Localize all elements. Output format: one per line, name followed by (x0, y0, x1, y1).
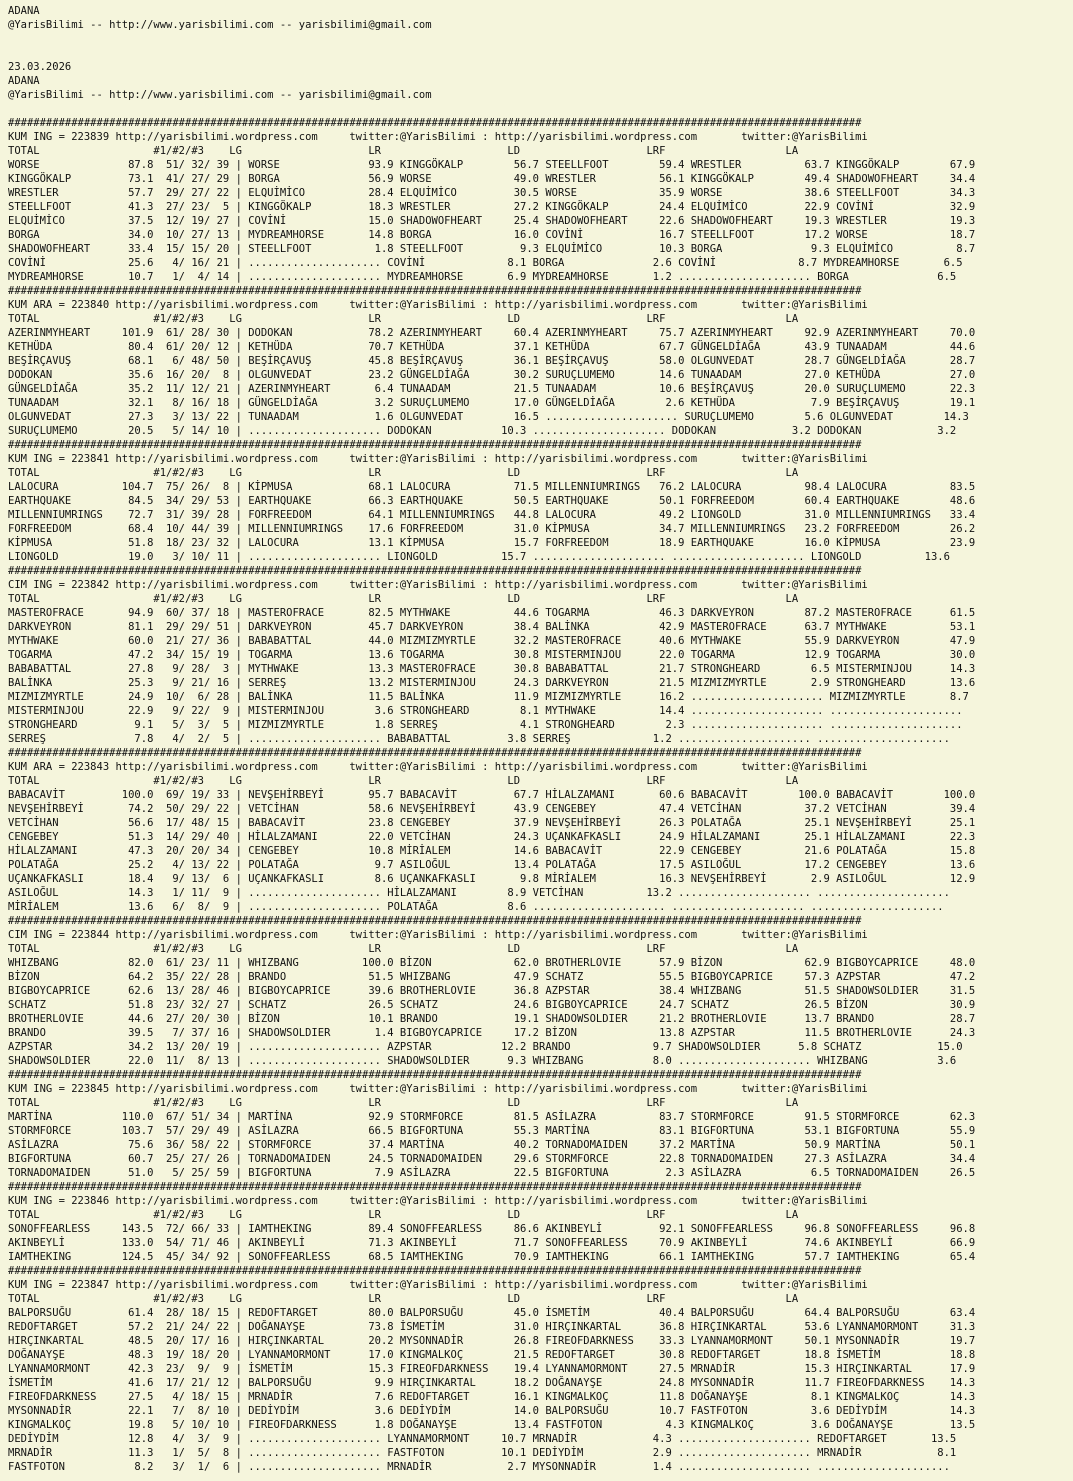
separator-line: ####################################################################################################################################### (8, 747, 862, 759)
horse-row: BRANDO 39.5 7/ 37/ 16 | SHADOWSOLDIER 1.4 BIGBOYCAPRICE 17.2 BİZON 13.8 AZPSTAR 11.5 BROTHERLOVIE 24.3 (8, 1027, 976, 1039)
column-header: TOTAL #1/#2/#3 LG LR LD LRF LA (8, 943, 799, 955)
horse-row: ELQUİMİCO 37.5 12/ 19/ 27 | COVİNİ 15.0 SHADOWOFHEART 25.4 SHADOWOFHEART 22.6 SHADOWOFHEART 19.3 WRESTLER 19.3 (8, 215, 976, 227)
horse-row: TOGARMA 47.2 34/ 15/ 19 | TOGARMA 13.6 TOGARMA 30.8 MISTERMINJOU 22.0 TOGARMA 12.9 TOGARMA 30.0 (8, 649, 976, 661)
horse-row: MYTHWAKE 60.0 21/ 27/ 36 | BABABATTAL 44.0 MIZMIZMYRTLE 32.2 MASTEROFRACE 40.6 MYTHWAKE 55.9 DARKVEYRON 47.9 (8, 635, 976, 647)
horse-row: BALİNKA 25.3 9/ 21/ 16 | SERREŞ 13.2 MISTERMINJOU 24.3 DARKVEYRON 21.5 MIZMIZMYRTLE 2.9 STRONGHEARD 13.6 (8, 677, 976, 689)
race-title: CIM ING = 223842 http://yarisbilimi.wordpress.com twitter:@YarisBilimi : http://yarisbilimi.wordpress.com twitter:@YarisBilimi (8, 579, 868, 591)
horse-row: BABACAVİT 100.0 69/ 19/ 33 | NEVŞEHİRBEYİ 95.7 BABACAVİT 67.7 HİLALZAMANI 60.6 BABACAVİT 100.0 BABACAVİT 100.0 (8, 789, 976, 801)
race-block (8, 438, 1073, 564)
separator-line: ####################################################################################################################################### (8, 915, 862, 927)
horse-row: DARKVEYRON 81.1 29/ 29/ 51 | DARKVEYRON 45.7 DARKVEYRON 38.4 BALİNKA 42.9 MASTEROFRACE 63.7 MYTHWAKE 53.1 (8, 621, 976, 633)
horse-row: SHADOWOFHEART 33.4 15/ 15/ 20 | STEELLFOOT 1.8 STEELLFOOT 9.3 ELQUİMİCO 10.3 BORGA 9.3 ELQUİMİCO 8.7 (8, 243, 976, 255)
horse-row: KİPMUSA 51.8 18/ 23/ 32 | LALOCURA 13.1 KİPMUSA 15.7 FORFREEDOM 18.9 EARTHQUAKE 16.0 KİPMUSA 23.9 (8, 537, 976, 549)
horse-row: MASTEROFRACE 94.9 60/ 37/ 18 | MASTEROFRACE 82.5 MYTHWAKE 44.6 TOGARMA 46.3 DARKVEYRON 87.2 MASTEROFRACE 61.5 (8, 607, 976, 619)
horse-row: MARTİNA 110.0 67/ 51/ 34 | MARTİNA 92.9 STORMFORCE 81.5 ASİLAZRA 83.7 STORMFORCE 91.5 STORMFORCE 62.3 (8, 1111, 976, 1123)
race-title: KUM ING = 223841 http://yarisbilimi.wordpress.com twitter:@YarisBilimi : http://yarisbilimi.wordpress.com twitter:@YarisBilimi (8, 453, 868, 465)
horse-row: WORSE 87.8 51/ 32/ 39 | WORSE 93.9 KINGGÖKALP 56.7 STEELLFOOT 59.4 WRESTLER 63.7 KINGGÖKALP 67.9 (8, 159, 976, 171)
horse-row: SERREŞ 7.8 4/ 2/ 5 | ..................... BABABATTAL 3.8 SERREŞ 1.2 ..................... ..................... (8, 733, 950, 745)
separator-line: ####################################################################################################################################### (8, 1265, 862, 1277)
race-title: KUM ING = 223846 http://yarisbilimi.wordpress.com twitter:@YarisBilimi : http://yarisbilimi.wordpress.com twitter:@YarisBilimi (8, 1195, 868, 1207)
horse-row: DODOKAN 35.6 16/ 20/ 8 | OLGUNVEDAT 23.2 GÜNGELDİAĞA 30.2 SURUÇLUMEMO 14.6 TUNAADAM 27.0 KETHÜDA 27.0 (8, 369, 976, 381)
horse-row: KINGGÖKALP 73.1 41/ 27/ 29 | BORGA 56.9 WORSE 49.0 WRESTLER 56.1 KINGGÖKALP 49.4 SHADOWOFHEART 34.4 (8, 173, 976, 185)
spacer (8, 102, 1073, 116)
horse-row: WRESTLER 57.7 29/ 27/ 22 | ELQUİMİCO 28.4 ELQUİMİCO 30.5 WORSE 35.9 WORSE 38.6 STEELLFOOT 34.3 (8, 187, 976, 199)
horse-row: COVİNİ 25.6 4/ 16/ 21 | ..................... COVİNİ 8.1 BORGA 2.6 COVİNİ 8.7 MYDREAMHORSE 6.5 (8, 257, 963, 269)
race-block (8, 1068, 1073, 1180)
horse-row: BALPORSUĞU 61.4 28/ 18/ 15 | REDOFTARGET 80.0 BALPORSUĞU 45.0 İSMETİM 40.4 BALPORSUĞU 64.4 BALPORSUĞU 63.4 (8, 1307, 976, 1319)
horse-row: HIRÇINKARTAL 48.5 20/ 17/ 16 | HIRÇINKARTAL 20.2 MYSONNADİR 26.8 FIREOFDARKNESS 33.3 LYANNAMORMONT 50.1 MYSONNADİR 19.7 (8, 1335, 976, 1347)
horse-row: VETCİHAN 56.6 17/ 48/ 15 | BABACAVİT 23.8 CENGEBEY 37.9 NEVŞEHİRBEYİ 26.3 POLATAĞA 25.1 NEVŞEHİRBEYİ 25.1 (8, 817, 976, 829)
header-contact-2: @YarisBilimi -- http://www.yarisbilimi.com -- yarisbilimi@gmail.com (8, 89, 432, 101)
horse-row: BIGBOYCAPRICE 62.6 13/ 28/ 46 | BIGBOYCAPRICE 39.6 BROTHERLOVIE 36.8 AZPSTAR 38.4 WHIZBANG 51.5 SHADOWSOLDIER 31.5 (8, 985, 976, 997)
spacer (8, 32, 1073, 46)
horse-row: MRNADİR 11.3 1/ 5/ 8 | ..................... FASTFOTON 10.1 DEDİYDİM 2.9 ..................... MRNADİR 8.1 (8, 1447, 957, 1459)
race-title: KUM ING = 223847 http://yarisbilimi.wordpress.com twitter:@YarisBilimi : http://yarisbilimi.wordpress.com twitter:@YarisBilimi (8, 1279, 868, 1291)
race-block (8, 116, 1073, 284)
header-city: ADANA (8, 5, 40, 17)
horse-row: MILLENNIUMRINGS 72.7 31/ 39/ 28 | FORFREEDOM 64.1 MILLENNIUMRINGS 44.8 LALOCURA 49.2 LIONGOLD 31.0 MILLENNIUMRINGS 33.4 (8, 509, 976, 521)
horse-row: AKINBEYLİ 133.0 54/ 71/ 46 | AKINBEYLİ 71.3 AKINBEYLİ 71.7 SONOFFEARLESS 70.9 AKINBEYLİ 74.6 AKINBEYLİ 66.9 (8, 1237, 976, 1249)
horse-row: BEŞİRÇAVUŞ 68.1 6/ 48/ 50 | BEŞİRÇAVUŞ 45.8 BEŞİRÇAVUŞ 36.1 BEŞİRÇAVUŞ 58.0 OLGUNVEDAT 28.7 GÜNGELDİAĞA 28.7 (8, 355, 976, 367)
horse-row: SHADOWSOLDIER 22.0 11/ 8/ 13 | ..................... SHADOWSOLDIER 9.3 WHIZBANG 8.0 ..................... WHIZBANG 3.6 (8, 1055, 957, 1067)
horse-row: BABABATTAL 27.8 9/ 28/ 3 | MYTHWAKE 13.3 MASTEROFRACE 30.8 BABABATTAL 21.7 STRONGHEARD 6.5 MISTERMINJOU 14.3 (8, 663, 976, 675)
horse-row: KETHÜDA 80.4 61/ 20/ 12 | KETHÜDA 70.7 KETHÜDA 37.1 KETHÜDA 67.7 GÜNGELDİAĞA 43.9 TUNAADAM 44.6 (8, 341, 976, 353)
horse-row: STEELLFOOT 41.3 27/ 23/ 5 | KINGGÖKALP 18.3 WRESTLER 27.2 KINGGÖKALP 24.4 ELQUİMİCO 22.9 COVİNİ 32.9 (8, 201, 976, 213)
horse-row: ASİLAZRA 75.6 36/ 58/ 22 | STORMFORCE 37.4 MARTİNA 40.2 TORNADOMAIDEN 37.2 MARTİNA 50.9 MARTİNA 50.1 (8, 1139, 976, 1151)
horse-row: SONOFFEARLESS 143.5 72/ 66/ 33 | IAMTHEKING 89.4 SONOFFEARLESS 86.6 AKINBEYLİ 92.1 SONOFFEARLESS 96.8 SONOFFEARLESS 96.8 (8, 1223, 976, 1235)
horse-row: UÇANKAFKASLI 18.4 9/ 13/ 6 | UÇANKAFKASLI 8.6 UÇANKAFKASLI 9.8 MİRİALEM 16.3 NEVŞEHİRBEYİ 2.9 ASILOĞUL 12.9 (8, 873, 976, 885)
separator-line: ####################################################################################################################################### (8, 565, 862, 577)
horse-row: FASTFOTON 8.2 3/ 1/ 6 | ..................... MRNADİR 2.7 MYSONNADİR 1.4 ..................... ..................... (8, 1461, 950, 1473)
header-contact: @YarisBilimi -- http://www.yarisbilimi.com -- yarisbilimi@gmail.com (8, 19, 432, 31)
horse-row: SURUÇLUMEMO 20.5 5/ 14/ 10 | ..................... DODOKAN 10.3 ..................... DODOKAN 3.2 DODOKAN 3.2 (8, 425, 957, 437)
horse-row: MIZMIZMYRTLE 24.9 10/ 6/ 28 | BALİNKA 11.5 BALİNKA 11.9 MIZMIZMYRTLE 16.2 ..................... MIZMIZMYRTLE 8.7 (8, 691, 969, 703)
horse-row: OLGUNVEDAT 27.3 3/ 13/ 22 | TUNAADAM 1.6 OLGUNVEDAT 16.5 ..................... SURUÇLUMEMO 5.6 OLGUNVEDAT 14.3 (8, 411, 969, 423)
horse-row: İSMETİM 41.6 17/ 21/ 12 | BALPORSUĞU 9.9 HIRÇINKARTAL 18.2 DOĞANAYŞE 24.8 MYSONNADİR 11.7 FIREOFDARKNESS 14.3 (8, 1377, 976, 1389)
horse-row: TORNADOMAIDEN 51.0 5/ 25/ 59 | BIGFORTUNA 7.9 ASİLAZRA 22.5 BIGFORTUNA 2.3 ASİLAZRA 6.5 TORNADOMAIDEN 26.5 (8, 1167, 976, 1179)
separator-line: ####################################################################################################################################### (8, 285, 862, 297)
race-title: KUM ARA = 223843 http://yarisbilimi.wordpress.com twitter:@YarisBilimi : http://yarisbilimi.wordpress.com twitter:@YarisBilimi (8, 761, 868, 773)
horse-row: SCHATZ 51.8 23/ 32/ 27 | SCHATZ 26.5 SCHATZ 24.6 BIGBOYCAPRICE 24.7 SCHATZ 26.5 BİZON 30.9 (8, 999, 976, 1011)
column-header: TOTAL #1/#2/#3 LG LR LD LRF LA (8, 467, 799, 479)
race-title: KUM ING = 223839 http://yarisbilimi.wordpress.com twitter:@YarisBilimi : http://yarisbilimi.wordpress.com twitter:@YarisBilimi (8, 131, 868, 143)
horse-row: BİZON 64.2 35/ 22/ 28 | BRANDO 51.5 WHIZBANG 47.9 SCHATZ 55.5 BIGBOYCAPRICE 57.3 AZPSTAR 47.2 (8, 971, 976, 983)
horse-row: MISTERMINJOU 22.9 9/ 22/ 9 | MISTERMINJOU 3.6 STRONGHEARD 8.1 MYTHWAKE 14.4 ..................... ..................... (8, 705, 963, 717)
column-header: TOTAL #1/#2/#3 LG LR LD LRF LA (8, 313, 799, 325)
horse-row: LIONGOLD 19.0 3/ 10/ 11 | ..................... LIONGOLD 15.7 ..................... ..................... LIONGOLD 13.6 (8, 551, 950, 563)
horse-row: FORFREEDOM 68.4 10/ 44/ 39 | MILLENNIUMRINGS 17.6 FORFREEDOM 31.0 KİPMUSA 34.7 MILLENNIUMRINGS 23.2 FORFREEDOM 26.2 (8, 523, 976, 535)
horse-row: BROTHERLOVIE 44.6 27/ 20/ 30 | BİZON 10.1 BRANDO 19.1 SHADOWSOLDIER 21.2 BROTHERLOVIE 13.7 BRANDO 28.7 (8, 1013, 976, 1025)
race-block (8, 914, 1073, 1068)
horse-row: NEVŞEHİRBEYİ 74.2 50/ 29/ 22 | VETCİHAN 58.6 NEVŞEHİRBEYİ 43.9 CENGEBEY 47.4 VETCİHAN 37.2 VETCİHAN 39.4 (8, 803, 976, 815)
race-block (8, 746, 1073, 914)
horse-row: ASILOĞUL 14.3 1/ 11/ 9 | ..................... HİLALZAMANI 8.9 VETCİHAN 13.2 ..................... ..................... (8, 887, 950, 899)
horse-row: AZERINMYHEART 101.9 61/ 28/ 30 | DODOKAN 78.2 AZERINMYHEART 60.4 AZERINMYHEART 75.7 AZERINMYHEART 92.9 AZERINMYHEART 70.0 (8, 327, 976, 339)
race-block (8, 1180, 1073, 1264)
horse-row: POLATAĞA 25.2 4/ 13/ 22 | POLATAĞA 9.7 ASILOĞUL 13.4 POLATAĞA 17.5 ASILOĞUL 17.2 CENGEBEY 13.6 (8, 859, 976, 871)
horse-row: EARTHQUAKE 84.5 34/ 29/ 53 | EARTHQUAKE 66.3 EARTHQUAKE 50.5 EARTHQUAKE 50.1 FORFREEDOM 60.4 EARTHQUAKE 48.6 (8, 495, 976, 507)
column-header: TOTAL #1/#2/#3 LG LR LD LRF LA (8, 1209, 799, 1221)
column-header: TOTAL #1/#2/#3 LG LR LD LRF LA (8, 593, 799, 605)
horse-row: DOĞANAYŞE 48.3 19/ 18/ 20 | LYANNAMORMONT 17.0 KINGMALKOÇ 21.5 REDOFTARGET 30.8 REDOFTARGET 18.8 İSMETİM 18.8 (8, 1349, 976, 1361)
race-title: KUM ING = 223845 http://yarisbilimi.wordpress.com twitter:@YarisBilimi : http://yarisbilimi.wordpress.com twitter:@YarisBilimi (8, 1083, 868, 1095)
separator-line: ####################################################################################################################################### (8, 439, 862, 451)
horse-row: LALOCURA 104.7 75/ 26/ 8 | KİPMUSA 68.1 LALOCURA 71.5 MILLENNIUMRINGS 76.2 LALOCURA 98.4 LALOCURA 83.5 (8, 481, 976, 493)
separator-line: ####################################################################################################################################### (8, 1181, 862, 1193)
race-title: KUM ARA = 223840 http://yarisbilimi.wordpress.com twitter:@YarisBilimi : http://yarisbilimi.wordpress.com twitter:@YarisBilimi (8, 299, 868, 311)
report-date: 23.03.2026 (8, 61, 72, 73)
column-header: TOTAL #1/#2/#3 LG LR LD LRF LA (8, 1097, 799, 1109)
horse-row: MİRİALEM 13.6 6/ 8/ 9 | ..................... POLATAĞA 8.6 ..................... ..................... ..................... (8, 901, 944, 913)
spacer (8, 46, 1073, 60)
horse-row: BORGA 34.0 10/ 27/ 13 | MYDREAMHORSE 14.8 BORGA 16.0 COVİNİ 16.7 STEELLFOOT 17.2 WORSE 18.7 (8, 229, 976, 241)
horse-row: DEDİYDİM 12.8 4/ 3/ 9 | ..................... LYANNAMORMONT 10.7 MRNADİR 4.3 ..................... REDOFTARGET 13.5 (8, 1433, 957, 1445)
horse-row: CENGEBEY 51.3 14/ 29/ 40 | HİLALZAMANI 22.0 VETCİHAN 24.3 UÇANKAFKASLI 24.9 HİLALZAMANI 25.1 HİLALZAMANI 22.3 (8, 831, 976, 843)
horse-row: STORMFORCE 103.7 57/ 29/ 49 | ASİLAZRA 66.5 BIGFORTUNA 55.3 MARTİNA 83.1 BIGFORTUNA 53.1 BIGFORTUNA 55.9 (8, 1125, 976, 1137)
column-header: TOTAL #1/#2/#3 LG LR LD LRF LA (8, 775, 799, 787)
race-block (8, 284, 1073, 438)
separator-line: ####################################################################################################################################### (8, 117, 862, 129)
horse-row: STRONGHEARD 9.1 5/ 3/ 5 | MIZMIZMYRTLE 1.8 SERREŞ 4.1 STRONGHEARD 2.3 ..................... ..................... (8, 719, 963, 731)
horse-row: BIGFORTUNA 60.7 25/ 27/ 26 | TORNADOMAIDEN 24.5 TORNADOMAIDEN 29.6 STORMFORCE 22.8 TORNADOMAIDEN 27.3 ASİLAZRA 34.4 (8, 1153, 976, 1165)
race-block (8, 564, 1073, 746)
horse-row: REDOFTARGET 57.2 21/ 24/ 22 | DOĞANAYŞE 73.8 İSMETİM 31.0 HIRÇINKARTAL 36.8 HIRÇINKARTAL 53.6 LYANNAMORMONT 31.3 (8, 1321, 976, 1333)
horse-row: WHIZBANG 82.0 61/ 23/ 11 | WHIZBANG 100.0 BİZON 62.0 BROTHERLOVIE 57.9 BİZON 62.9 BIGBOYCAPRICE 48.0 (8, 957, 976, 969)
horse-row: FIREOFDARKNESS 27.5 4/ 18/ 15 | MRNADİR 7.6 REDOFTARGET 16.1 KINGMALKOÇ 11.8 DOĞANAYŞE 8.1 KINGMALKOÇ 14.3 (8, 1391, 976, 1403)
horse-row: IAMTHEKING 124.5 45/ 34/ 92 | SONOFFEARLESS 68.5 IAMTHEKING 70.9 IAMTHEKING 66.1 IAMTHEKING 57.7 IAMTHEKING 65.4 (8, 1251, 976, 1263)
separator-line: ####################################################################################################################################### (8, 1069, 862, 1081)
horse-row: KINGMALKOÇ 19.8 5/ 10/ 10 | FIREOFDARKNESS 1.8 DOĞANAYŞE 13.4 FASTFOTON 4.3 KINGMALKOÇ 3.6 DOĞANAYŞE 13.5 (8, 1419, 976, 1431)
horse-row: MYSONNADİR 22.1 7/ 8/ 10 | DEDİYDİM 3.6 DEDİYDİM 14.0 BALPORSUĞU 10.7 FASTFOTON 3.6 DEDİYDİM 14.3 (8, 1405, 976, 1417)
horse-row: MYDREAMHORSE 10.7 1/ 4/ 14 | ..................... MYDREAMHORSE 6.9 MYDREAMHORSE 1.2 ..................... BORGA 6.5 (8, 271, 957, 283)
horse-row: AZPSTAR 34.2 13/ 20/ 19 | ..................... AZPSTAR 12.2 BRANDO 9.7 SHADOWSOLDIER 5.8 SCHATZ 15.0 (8, 1041, 963, 1053)
race-list (8, 116, 1073, 1474)
column-header: TOTAL #1/#2/#3 LG LR LD LRF LA (8, 145, 799, 157)
horse-row: LYANNAMORMONT 42.3 23/ 9/ 9 | İSMETİM 15.3 FIREOFDARKNESS 19.4 LYANNAMORMONT 27.5 MRNADİR 15.3 HIRÇINKARTAL 17.9 (8, 1363, 976, 1375)
header-city-2: ADANA (8, 75, 40, 87)
horse-row: HİLALZAMANI 47.3 20/ 20/ 34 | CENGEBEY 10.8 MİRİALEM 14.6 BABACAVİT 22.9 CENGEBEY 21.6 POLATAĞA 15.8 (8, 845, 976, 857)
column-header: TOTAL #1/#2/#3 LG LR LD LRF LA (8, 1293, 799, 1305)
horse-row: TUNAADAM 32.1 8/ 16/ 18 | GÜNGELDİAĞA 3.2 SURUÇLUMEMO 17.0 GÜNGELDİAĞA 2.6 KETHÜDA 7.9 BEŞİRÇAVUŞ 19.1 (8, 397, 976, 409)
horse-row: GÜNGELDİAĞA 35.2 11/ 12/ 21 | AZERINMYHEART 6.4 TUNAADAM 21.5 TUNAADAM 10.6 BEŞİRÇAVUŞ 20.0 SURUÇLUMEMO 22.3 (8, 383, 976, 395)
race-title: CIM ING = 223844 http://yarisbilimi.wordpress.com twitter:@YarisBilimi : http://yarisbilimi.wordpress.com twitter:@YarisBilimi (8, 929, 868, 941)
race-block (8, 1264, 1073, 1474)
